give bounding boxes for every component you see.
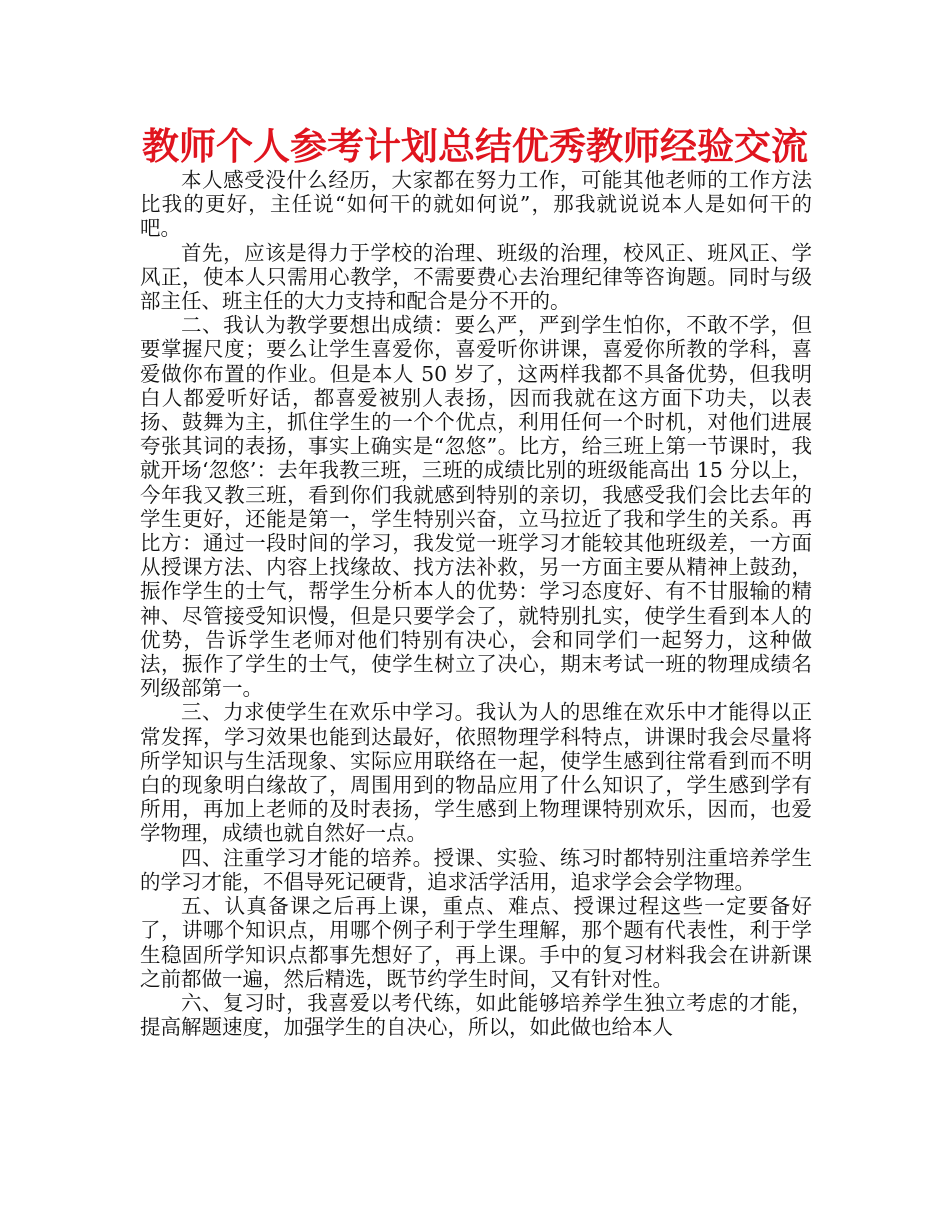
paragraph-3: 二、我认为教学要想出成绩：要么严，严到学生怕你，不敢不学，但要掌握尺度；要么让学生喜爱你，喜爱听你讲课，喜爱你所教的学科，喜爱做你布置的作业。但是本人 50 岁了，这两样我都不具备优势，但我明白人都爱听好话，都喜爱被别人表扬，因而我就在这方面下功夫，以表扬、鼓舞为主，抓住学生的一个个优点，利用任何一个时机，对他们进展夸张其词的表扬，事实上确实是“忽悠”。比方，给三班上第一节课时，我就开场‘忽悠’：去年我教三班，三班的成绩比别的班级能高出 15 分以上，今年我又教三班，看到你们我就感到特别的亲切，我感受我们会比去年的学生更好，还能是第一，学生特别兴奋，立马拉近了我和学生的关系。再比方：通过一段时间的学习，我发觉一班学习才能较其他班级差，一方面从授课方法、内容上找缘故、找方法补救，另一方面主要从精神上鼓劲，振作学生的士气，帮学生分析本人的优势：学习态度好、有不甘服输的精神、尽管接受知识慢，但是只要学会了，就特别扎实，使学生看到本人的优势，告诉学生老师对他们特别有决心，会和同学们一起努力，这种做法，振作了学生的士气，使学生树立了决心，期末考试一班的物理成绩名列级部第一。 <box>140 313 812 701</box>
document-title: 教师个人参考计划总结优秀教师经验交流 <box>142 125 808 168</box>
paragraph-6: 五、认真备课之后再上课，重点、难点、授课过程这些一定要备好了，讲哪个知识点，用哪个例子利于学生理解，那个题有代表性，利于学生稳固所学知识点都事先想好了，再上课。手中的复习材料我会在讲新课之前都做一遍，然后精选，既节约学生时间，又有针对性。 <box>140 894 812 991</box>
paragraph-4: 三、力求使学生在欢乐中学习。我认为人的思维在欢乐中才能得以正常发挥，学习效果也能到达最好，依照物理学科特点，讲课时我会尽量将所学知识与生活现象、实际应用联络在一起，使学生感到往常看到而不明白的现象明白缘故了，周围用到的物品应用了什么知识了，学生感到学有所用，再加上老师的及时表扬，学生感到上物理课特别欢乐，因而，也爱学物理，成绩也就自然好一点。 <box>140 700 812 846</box>
paragraph-5: 四、注重学习才能的培养。授课、实验、练习时都特别注重培养学生的学习才能，不倡导死记硬背，追求活学活用，追求学会会学物理。 <box>140 845 812 894</box>
paragraph-2: 首先，应该是得力于学校的治理、班级的治理，校风正、班风正、学风正，使本人只需用心教学，不需要费心去治理纪律等咨询题。同时与级部主任、班主任的大力支持和配合是分不开的。 <box>140 240 812 314</box>
document-body <box>140 168 812 1039</box>
paragraph-1: 本人感受没什么经历，大家都在努力工作，可能其他老师的工作方法比我的更好，主任说“如何干的就如何说”，那我就说说本人是如何干的吧。 <box>140 168 812 241</box>
paragraph-7: 六、复习时，我喜爱以考代练，如此能够培养学生独立考虑的才能，提高解题速度，加强学生的自决心，所以，如此做也给本人 <box>140 990 812 1040</box>
